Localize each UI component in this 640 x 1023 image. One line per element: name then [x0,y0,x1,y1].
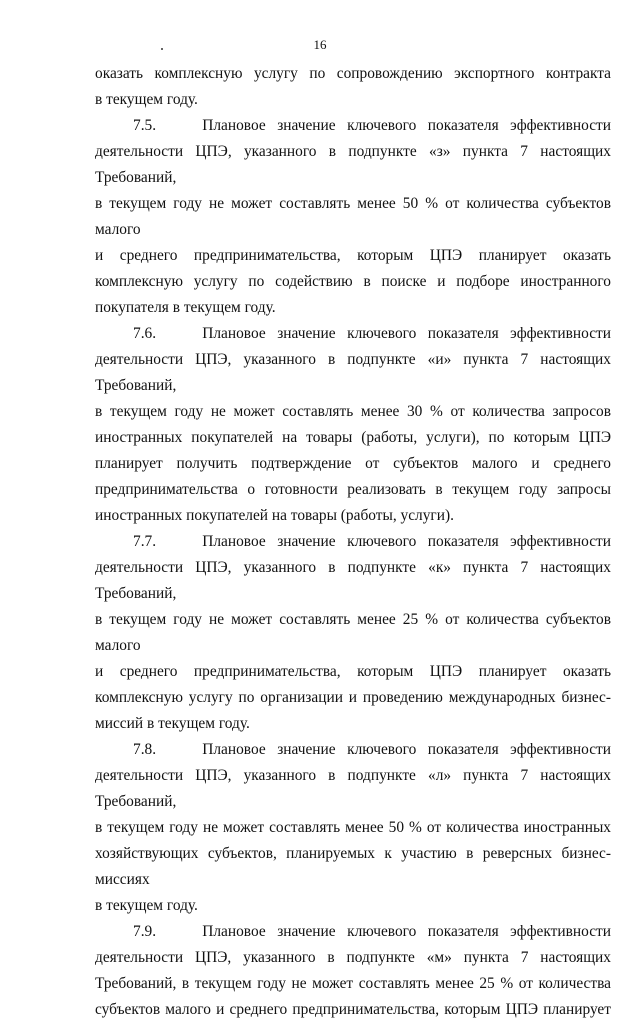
paragraph-7-6 [95,321,611,529]
text-line: оказать комплексную услугу по сопровождению экспортного контракта [95,65,611,82]
text-line: в текущем году не может составлять менее 25 % от количества субъектов малого [95,611,611,654]
paragraph-7-7 [95,529,611,737]
text-line: деятельности ЦПЭ, указанного в подпункте «м» пункта 7 настоящих [95,949,611,966]
text-line: в текущем году не может составлять менее 30 % от количества запросов [95,403,611,420]
text-line: деятельности ЦПЭ, указанного в подпункте «и» пункта 7 настоящих Требований, [95,351,611,394]
text-line: в текущем году. [95,91,198,108]
scan-speck [161,48,163,50]
text-line: Требований, в текущем году не может составлять менее 25 % от количества [95,975,611,992]
text-line: иностранных покупателей на товары (работы, услуги). [95,507,454,524]
text-line: в текущем году. [95,897,198,914]
text-line: иностранных покупателей на товары (работы, услуги), по которым ЦПЭ [95,429,611,446]
paragraph-7-8 [95,737,611,919]
text-line: предпринимательства о готовности реализовать в текущем году запросы [95,481,611,498]
text-line: 7.7. Плановое значение ключевого показателя эффективности [133,533,611,550]
text-line: деятельности ЦПЭ, указанного в подпункте «л» пункта 7 настоящих Требований, [95,767,611,810]
text-line: комплексную услугу по организации и проведению международных бизнес- [95,689,611,706]
text-line: 7.8. Плановое значение ключевого показателя эффективности [133,741,611,758]
text-line: и среднего предпринимательства, которым ЦПЭ планирует оказать [95,247,611,264]
text-line: 7.6. Плановое значение ключевого показателя эффективности [133,325,611,342]
text-line: в текущем году не может составлять менее 50 % от количества субъектов малого [95,195,611,238]
paragraph-continuation [95,61,611,113]
text-line: субъектов малого и среднего предпринимательства, которым ЦПЭ планирует [95,1001,611,1018]
text-line: хозяйствующих субъектов, планируемых к участию в реверсных бизнес-миссиях [95,845,611,888]
text-line: деятельности ЦПЭ, указанного в подпункте «к» пункта 7 настоящих Требований, [95,559,611,602]
text-line: планирует получить подтверждение от субъектов малого и среднего [95,455,611,472]
text-line: в текущем году не может составлять менее 50 % от количества иностранных [95,819,611,836]
text-line: 7.5. Плановое значение ключевого показателя эффективности [133,117,611,134]
paragraph-7-9 [95,919,611,1023]
page-number: 16 [313,37,327,52]
text-line: комплексную услугу по содействию в поиске и подборе иностранного [95,273,611,290]
body-text [95,61,611,1023]
text-line: и среднего предпринимательства, которым ЦПЭ планирует оказать [95,663,611,680]
text-line: покупателя в текущем году. [95,299,276,316]
text-line: миссий в текущем году. [95,715,250,732]
paragraph-7-5 [95,113,611,321]
text-line: деятельности ЦПЭ, указанного в подпункте «з» пункта 7 настоящих Требований, [95,143,611,186]
text-line: 7.9. Плановое значение ключевого показателя эффективности [133,923,611,940]
